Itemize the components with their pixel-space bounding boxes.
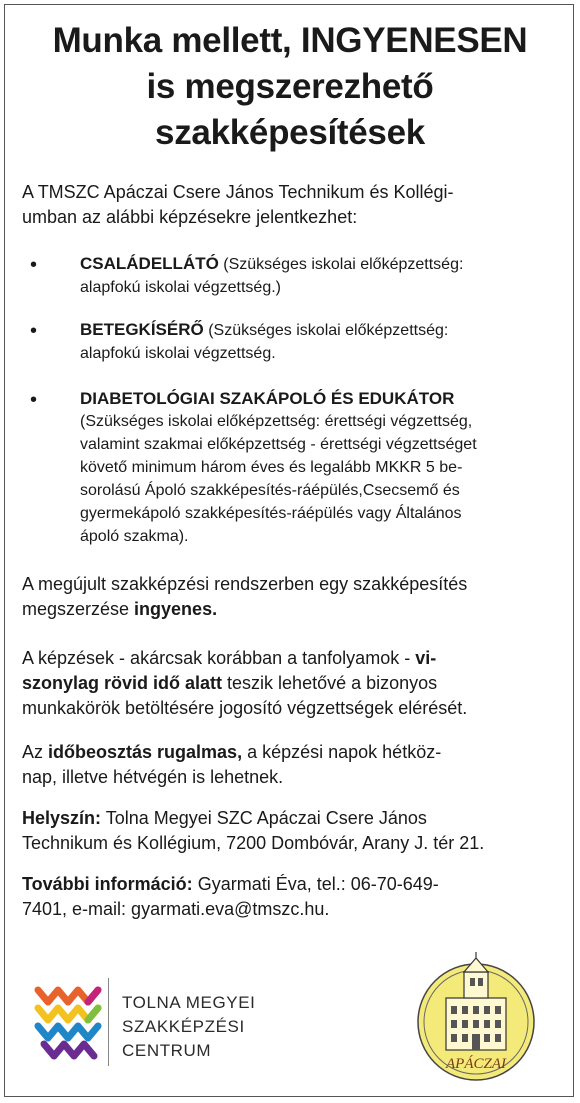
paragraph-text: Az — [22, 742, 49, 762]
paragraph-text: A képzések - akárcsak korábban a tanfolyamok - — [22, 648, 416, 668]
course-desc-line: (Szükséges iskolai előképzettség: — [223, 256, 464, 273]
contact-paragraph — [22, 872, 558, 922]
logo-text-line: SZAKKÉPZÉSI — [122, 1017, 245, 1036]
intro-line-1: A TMSZC Apáczai Csere János Technikum és Kollégi- — [22, 182, 454, 202]
emphasis-text: szonylag rövid idő alatt — [22, 673, 223, 693]
bullet-icon: • — [30, 320, 38, 342]
location-paragraph — [22, 806, 558, 856]
logo-text-line: TOLNA MEGYEI — [122, 993, 256, 1012]
course-name: CSALÁDELLÁTÓ — [80, 254, 219, 273]
location-address: Technikum és Kollégium, 7200 Dombóvár, Arany J. tér 21. — [22, 833, 485, 853]
course-desc-line: alapfokú iskolai végzettség.) — [80, 279, 281, 296]
contact-label: További információ: — [22, 874, 193, 894]
page-frame — [4, 4, 574, 1097]
course-name: BETEGKÍSÉRŐ — [80, 320, 204, 339]
course-name: DIABETOLÓGIAI SZAKÁPOLÓ ÉS EDUKÁTOR — [80, 389, 455, 408]
course-desc-line: alapfokú iskolai végzettség. — [80, 345, 276, 362]
paragraph-schedule — [22, 740, 558, 790]
emphasis-text: vi- — [415, 648, 437, 668]
emphasis-text: ingyenes. — [134, 599, 218, 619]
paragraph-free — [22, 572, 558, 622]
apaczai-seal-icon — [398, 950, 548, 1085]
intro-line-2: umban az alábbi képzésekre jelentkezhet: — [22, 207, 358, 227]
paragraph-text: teszik lehetővé a bizonyos — [222, 673, 438, 693]
course-desc-line: gyermekápoló szakképesítés-ráépülés vagy Általános — [80, 505, 462, 522]
logo-text-line: CENTRUM — [122, 1041, 212, 1060]
paragraph-short-time — [22, 646, 558, 721]
course-desc-line: sorolású Ápoló szakképesítés-ráépülés,Csecsemő és — [80, 482, 460, 499]
paragraph-line: munkakörök betöltésére jogosító végzettségek elérését. — [22, 698, 468, 718]
location-text: Tolna Megyei SZC Apáczai Csere János — [101, 808, 427, 828]
contact-email: 7401, e-mail: gyarmati.eva@tmszc.hu. — [22, 899, 330, 919]
paragraph-text: a képzési napok hétköz- — [242, 742, 442, 762]
page-title — [0, 18, 580, 156]
bullet-icon: • — [30, 389, 38, 411]
tmszc-logo-icon — [32, 978, 108, 1068]
course-desc-line: ápoló szakma). — [80, 528, 189, 545]
course-desc-line: követő minimum három éves és legalább MKKR 5 be- — [80, 459, 463, 476]
logo-divider — [108, 978, 109, 1066]
paragraph-text: megszerzése — [22, 599, 135, 619]
emphasis-text: időbeosztás rugalmas, — [48, 742, 243, 762]
title-line-2: is megszerezhető — [146, 67, 434, 106]
paragraph-line: A megújult szakképzési rendszerben egy szakképesítés — [22, 574, 468, 594]
course-desc-line: valamint szakmai előképzettség - érettségi végzettséget — [80, 436, 477, 453]
tmszc-logo-text — [122, 991, 255, 1063]
contact-text: Gyarmati Éva, tel.: 06-70-649- — [192, 874, 439, 894]
course-desc-line: (Szükséges iskolai előképzettség: — [208, 322, 449, 339]
location-label: Helyszín: — [22, 808, 102, 828]
title-line-3: szakképesítések — [155, 113, 425, 152]
course-desc-line: (Szükséges iskolai előképzettség: érettségi végzettség, — [80, 413, 473, 430]
bullet-icon: • — [30, 254, 38, 276]
intro-paragraph — [22, 180, 556, 230]
seal-text: APÁCZAI — [446, 1056, 506, 1072]
title-line-1: Munka mellett, INGYENESEN — [52, 21, 528, 60]
paragraph-line: nap, illetve hétvégén is lehetnek. — [22, 767, 284, 787]
